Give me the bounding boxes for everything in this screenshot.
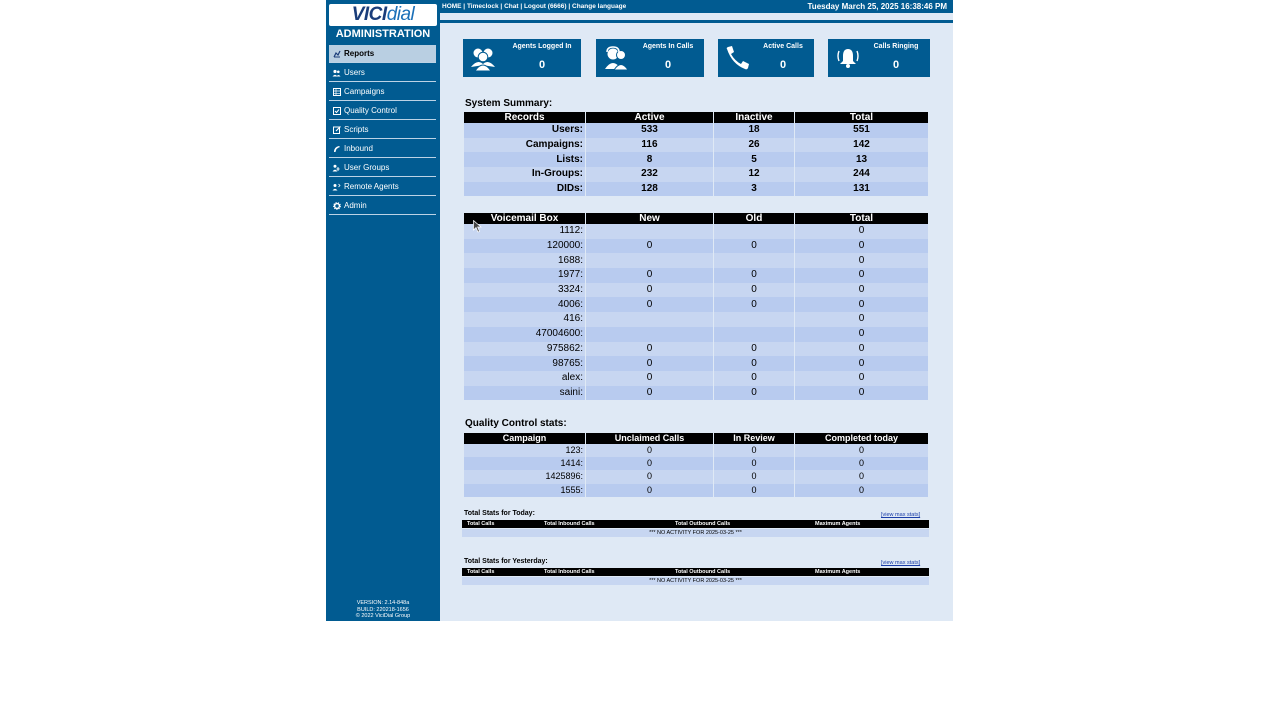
card-value: 0	[892, 59, 900, 71]
link-separator: |	[461, 3, 467, 10]
table-cell: 5	[714, 152, 794, 167]
table-cell: In-Groups:	[464, 167, 585, 182]
sidebar-item-users[interactable]	[329, 64, 436, 82]
table-cell: 0	[586, 457, 713, 470]
card-agents-in-calls[interactable]	[596, 39, 704, 77]
card-label: Active Calls	[763, 43, 803, 50]
phone-handset-icon	[724, 45, 750, 71]
table-cell: 975862:	[464, 342, 585, 357]
today-no-activity: *** NO ACTIVITY FOR 2025-03-25 ***	[462, 529, 929, 537]
column-header: Voicemail Box	[464, 213, 585, 224]
table-row	[464, 224, 928, 239]
table-cell: 0	[586, 342, 713, 357]
table-cell: 131	[795, 182, 928, 197]
sidebar-item-label: Campaigns	[344, 87, 385, 96]
column-header: Total	[795, 112, 928, 123]
logo-text-a: VICI	[351, 4, 387, 25]
table-cell: Users:	[464, 123, 585, 138]
table-cell: 0	[586, 283, 713, 298]
table-cell: 244	[795, 167, 928, 182]
table-row	[464, 386, 928, 401]
stats-column-header: Maximum Agents	[815, 569, 861, 575]
table-cell: 0	[795, 342, 928, 357]
table-cell: 0	[586, 239, 713, 254]
administration-title: ADMINISTRATION	[335, 28, 431, 40]
column-header: New	[586, 213, 713, 224]
link-separator: |	[566, 3, 573, 10]
table-cell: 0	[795, 457, 928, 470]
reports-icon	[332, 49, 341, 58]
table-cell: 4006:	[464, 297, 585, 312]
current-datetime: Tuesday March 25, 2025 16:38:46 PM	[807, 2, 947, 11]
table-cell: 0	[714, 386, 794, 401]
table-cell: 0	[714, 470, 794, 483]
table-cell: 0	[795, 484, 928, 497]
table-cell: 1414:	[464, 457, 585, 470]
table-cell: 0	[795, 470, 928, 483]
quality-control-table	[463, 433, 929, 497]
sidebar-item-label: Remote Agents	[344, 182, 399, 191]
user-groups-icon	[332, 163, 341, 172]
sidebar-item-campaigns[interactable]	[329, 83, 436, 101]
copyright-text: © 2022 ViciDial Group	[355, 613, 411, 619]
sidebar-item-label: Inbound	[344, 144, 373, 153]
table-row	[464, 470, 928, 483]
card-calls-ringing[interactable]	[828, 39, 930, 77]
table-row	[464, 268, 928, 283]
table-cell: 0	[795, 297, 928, 312]
mouse-cursor-icon	[473, 220, 482, 233]
table-cell	[586, 312, 713, 327]
agents-in-calls-icon	[602, 45, 628, 71]
table-cell: 0	[586, 386, 713, 401]
table-cell: 0	[586, 371, 713, 386]
sidebar-item-remote-agents[interactable]	[329, 178, 436, 196]
table-cell: 1977:	[464, 268, 585, 283]
table-row	[464, 253, 928, 268]
sidebar-item-scripts[interactable]	[329, 121, 436, 139]
sidebar-item-label: Admin	[344, 201, 367, 210]
table-cell: 18	[714, 123, 794, 138]
sidebar-item-label: Reports	[344, 49, 375, 58]
table-row	[464, 182, 928, 197]
system-summary-title: System Summary:	[465, 98, 553, 109]
table-cell: 1425896:	[464, 470, 585, 483]
column-header: Active	[586, 112, 713, 123]
stats-column-header: Total Calls	[467, 521, 495, 527]
yesterday-view-max-stats-link[interactable]: [view max stats]	[881, 560, 921, 566]
table-cell: 0	[795, 444, 928, 457]
column-header: Total	[795, 213, 928, 224]
sidebar-item-label: Quality Control	[344, 106, 397, 115]
table-cell: 0	[714, 444, 794, 457]
table-cell: 0	[795, 283, 928, 298]
table-cell: 533	[586, 123, 713, 138]
table-cell: 1112:	[464, 224, 585, 239]
card-active-calls[interactable]	[718, 39, 814, 77]
table-cell	[586, 253, 713, 268]
table-cell: 0	[714, 283, 794, 298]
table-row	[464, 239, 928, 254]
top-link-logout-6666[interactable]: Logout (6666)	[523, 3, 567, 10]
voicemail-header-row	[464, 213, 928, 224]
table-cell	[714, 312, 794, 327]
quality-control-icon	[332, 106, 341, 115]
table-cell	[586, 327, 713, 342]
table-cell: 0	[586, 484, 713, 497]
stats-column-header: Total Outbound Calls	[675, 569, 731, 575]
remote-agents-icon	[332, 182, 341, 191]
yesterday-no-activity: *** NO ACTIVITY FOR 2025-03-25 ***	[462, 577, 929, 585]
table-row	[464, 371, 928, 386]
table-cell: Lists:	[464, 152, 585, 167]
table-cell: 47004600:	[464, 327, 585, 342]
yesterday-stats-title: Total Stats for Yesterday:	[464, 558, 548, 565]
table-cell: 13	[795, 152, 928, 167]
system-summary-table	[463, 112, 929, 196]
sidebar-item-inbound[interactable]	[329, 140, 436, 158]
table-cell: alex:	[464, 371, 585, 386]
system-summary-header-row	[464, 112, 928, 123]
table-cell: 0	[714, 356, 794, 371]
table-cell: 0	[586, 356, 713, 371]
table-cell: 142	[795, 138, 928, 153]
table-cell: 3	[714, 182, 794, 197]
table-row	[464, 123, 928, 138]
stats-column-header: Total Outbound Calls	[675, 521, 731, 527]
table-cell: 0	[586, 470, 713, 483]
sidebar-item-admin[interactable]	[329, 197, 436, 215]
table-cell: 0	[795, 253, 928, 268]
vicidial-logo[interactable]	[329, 4, 437, 26]
table-cell: 1555:	[464, 484, 585, 497]
sidebar-item-reports[interactable]	[329, 45, 436, 63]
table-row	[464, 484, 928, 497]
table-cell: 128	[586, 182, 713, 197]
top-bar	[440, 0, 953, 13]
scripts-icon	[332, 125, 341, 134]
stats-column-header: Maximum Agents	[815, 521, 861, 527]
column-header: Inactive	[714, 112, 794, 123]
table-row	[464, 283, 928, 298]
column-header: Old	[714, 213, 794, 224]
sidebar-item-label: Users	[344, 68, 365, 77]
quality-control-header-row	[464, 433, 928, 444]
table-row	[464, 457, 928, 470]
card-value: 0	[538, 59, 546, 71]
table-cell: 1688:	[464, 253, 585, 268]
link-separator: |	[498, 3, 505, 10]
table-cell: 3324:	[464, 283, 585, 298]
table-cell: 0	[795, 239, 928, 254]
table-cell: 116	[586, 138, 713, 153]
table-cell: 232	[586, 167, 713, 182]
column-header: In Review	[714, 433, 794, 444]
card-label: Calls Ringing	[873, 43, 919, 50]
column-header: Completed today	[795, 433, 928, 444]
table-cell: 8	[586, 152, 713, 167]
column-header: Records	[464, 112, 585, 123]
version-info	[326, 600, 440, 620]
card-agents-logged-in[interactable]	[463, 39, 581, 77]
top-link-timeclock[interactable]: Timeclock	[466, 3, 499, 10]
stats-column-header: Total Inbound Calls	[544, 569, 595, 575]
table-row	[464, 138, 928, 153]
card-value: 0	[664, 59, 672, 71]
table-cell: DIDs:	[464, 182, 585, 197]
table-cell: 0	[795, 327, 928, 342]
sidebar-nav	[329, 45, 436, 216]
inbound-icon	[332, 144, 341, 153]
agents-logged-in-icon	[469, 45, 495, 71]
table-cell	[714, 327, 794, 342]
top-link-change-language[interactable]: Change language	[572, 3, 627, 10]
version-text: VERSION: 2.14-848a	[356, 600, 410, 606]
top-link-chat[interactable]: Chat	[504, 3, 519, 10]
today-view-max-stats-link[interactable]: [view max stats]	[881, 512, 921, 518]
sidebar-item-user-groups[interactable]	[329, 159, 436, 177]
sidebar-item-label: User Groups	[344, 163, 390, 172]
table-cell: saini:	[464, 386, 585, 401]
table-cell: 98765:	[464, 356, 585, 371]
table-cell: 416:	[464, 312, 585, 327]
sidebar-item-label: Scripts	[344, 125, 369, 134]
table-cell: 0	[714, 342, 794, 357]
admin-frame	[326, 0, 953, 621]
column-header: Campaign	[464, 433, 585, 444]
table-row	[464, 342, 928, 357]
table-cell: 0	[714, 297, 794, 312]
logo-text-b: dial	[386, 4, 415, 25]
table-cell: 0	[795, 268, 928, 283]
sidebar-item-quality-control[interactable]	[329, 102, 436, 120]
table-cell: 0	[586, 444, 713, 457]
voicemail-table	[463, 213, 929, 400]
table-cell: 0	[714, 457, 794, 470]
table-cell	[586, 224, 713, 239]
table-row	[464, 444, 928, 457]
yesterday-stats-header	[462, 568, 929, 576]
table-cell: 0	[714, 268, 794, 283]
table-cell: 551	[795, 123, 928, 138]
sidebar	[326, 0, 440, 621]
column-header: Unclaimed Calls	[586, 433, 713, 444]
link-separator: |	[518, 3, 524, 10]
table-cell: 0	[586, 297, 713, 312]
table-cell	[714, 224, 794, 239]
table-cell: 0	[795, 224, 928, 239]
campaigns-icon	[332, 87, 341, 96]
table-cell: 0	[795, 356, 928, 371]
table-cell	[714, 253, 794, 268]
build-text: BUILD: 220218-1656	[357, 606, 409, 613]
stats-column-header: Total Calls	[467, 569, 495, 575]
table-cell: 26	[714, 138, 794, 153]
table-row	[464, 152, 928, 167]
table-cell: 123:	[464, 444, 585, 457]
table-row	[464, 312, 928, 327]
admin-gear-icon	[332, 201, 341, 210]
ringing-bell-icon	[834, 45, 860, 71]
header-divider-bar	[440, 20, 953, 23]
table-cell: 0	[586, 268, 713, 283]
today-stats-header	[462, 520, 929, 528]
table-row	[464, 327, 928, 342]
table-row	[464, 167, 928, 182]
stats-column-header: Total Inbound Calls	[544, 521, 595, 527]
table-cell: 0	[714, 239, 794, 254]
table-cell: 120000:	[464, 239, 585, 254]
table-cell: 0	[795, 371, 928, 386]
table-cell: 0	[714, 371, 794, 386]
today-stats-title: Total Stats for Today:	[464, 510, 535, 517]
table-cell: Campaigns:	[464, 138, 585, 153]
card-label: Agents In Calls	[642, 43, 694, 50]
quality-control-title: Quality Control stats:	[465, 418, 567, 429]
card-value: 0	[779, 59, 787, 71]
table-cell: 0	[795, 386, 928, 401]
table-cell: 0	[795, 312, 928, 327]
users-icon	[332, 68, 341, 77]
top-links	[442, 3, 626, 10]
table-cell: 12	[714, 167, 794, 182]
table-row	[464, 356, 928, 371]
main-content	[440, 13, 953, 621]
table-row	[464, 297, 928, 312]
table-cell: 0	[714, 484, 794, 497]
card-label: Agents Logged In	[512, 43, 572, 50]
top-link-home[interactable]: HOME	[442, 3, 462, 10]
